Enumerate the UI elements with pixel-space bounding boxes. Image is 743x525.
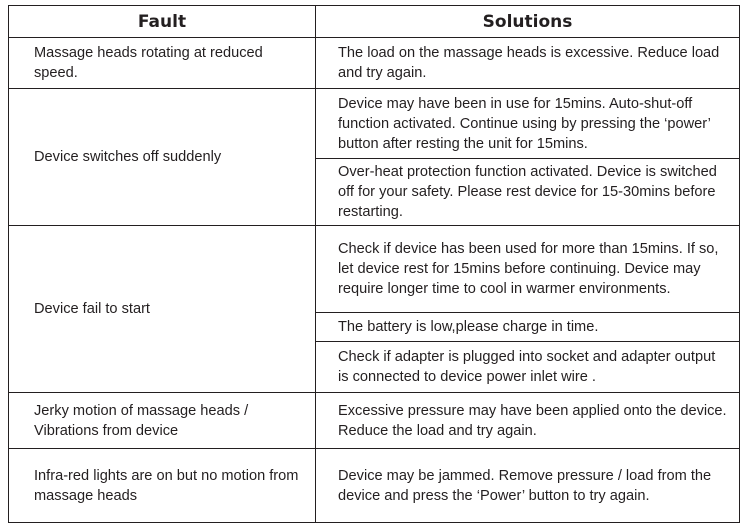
table-row [9,89,740,159]
fault-cell: Infra-red lights are on but no motion from massage heads [9,449,316,523]
solution-cell: Check if device has been used for more than 15mins. If so, let device rest for 15mins before continuing. Device may require longer time to cool in warmer environments. [316,226,740,313]
fault-cell: Device fail to start [9,226,316,393]
solution-cell: Excessive pressure may have been applied onto the device. Reduce the load and try again. [316,393,740,449]
solution-cell: Device may have been in use for 15mins. Auto-shut-off function activated. Continue using by pressing the ‘power’ button after resting the unit for 15mins. [316,89,740,159]
header-row [9,6,740,38]
troubleshooting-table [8,5,740,523]
fault-cell: Massage heads rotating at reduced speed. [9,38,316,89]
solutions-column-header: Solutions [316,6,740,38]
solution-cell: Device may be jammed. Remove pressure / load from the device and press the ‘Power’ button to try again. [316,449,740,523]
table-row [9,393,740,449]
fault-cell: Device switches off suddenly [9,89,316,226]
solution-cell: The load on the massage heads is excessive. Reduce load and try again. [316,38,740,89]
fault-column-header: Fault [9,6,316,38]
table-row [9,226,740,313]
solution-cell: The battery is low,please charge in time. [316,313,740,342]
table-row [9,38,740,89]
table-row [9,449,740,523]
solution-cell: Over-heat protection function activated. Device is switched off for your safety. Please rest device for 15-30mins before restarting. [316,159,740,226]
solution-cell: Check if adapter is plugged into socket and adapter output is connected to device power inlet wire . [316,342,740,393]
fault-cell: Jerky motion of massage heads / Vibrations from device [9,393,316,449]
